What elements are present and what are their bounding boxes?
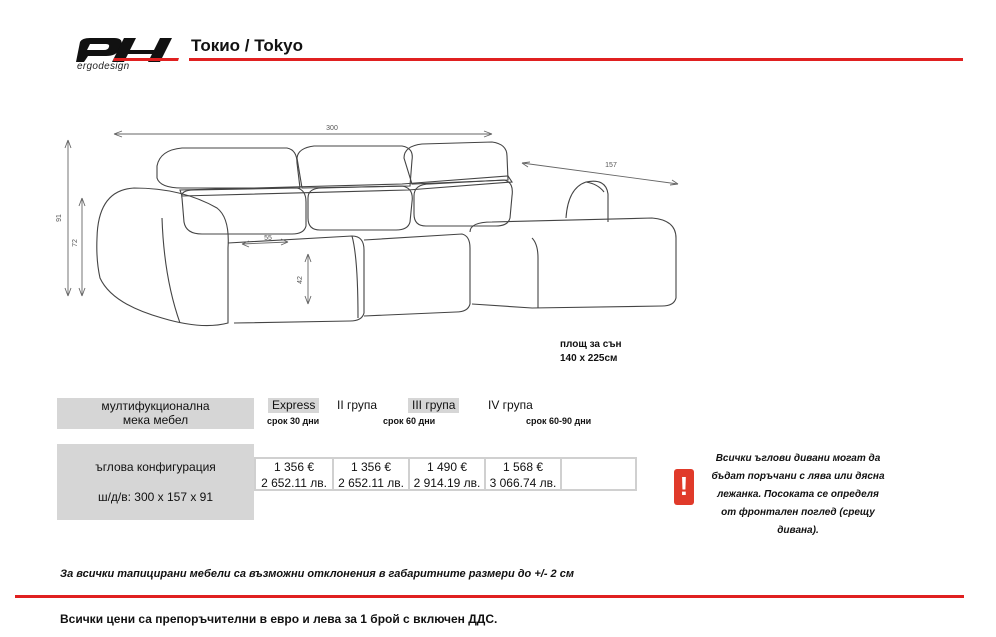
sleep-area [560, 338, 622, 366]
price-bgn: 3 066.74 лв. [489, 476, 557, 490]
notice-text: Всички ъглови дивани могат да бъдат поръчани с лява или дясна лежанка. Посоката се определя от фронтален поглед (срещу дивана). [711, 453, 885, 536]
sleep-area-label: площ за сън [560, 339, 622, 350]
price-table [254, 457, 637, 491]
group-express: Express [268, 398, 319, 413]
price-cell [410, 459, 486, 489]
price-cell [334, 459, 410, 489]
footer-divider [15, 595, 964, 598]
dim-back-height: 72 [72, 239, 79, 247]
price-eur: 1 356 € [273, 460, 315, 474]
price-bgn: 2 652.11 лв. [261, 476, 327, 490]
deviation-note: За всички тапицирани мебели са възможни отклонения в габаритните размери до +/- 2 см [60, 568, 574, 580]
dim-arm-width: 55 [264, 235, 272, 242]
group-3: III група [408, 398, 459, 413]
dim-height: 91 [56, 214, 63, 222]
price-cell [256, 459, 334, 489]
price-eur: 1 568 € [502, 460, 544, 474]
sleep-area-value: 140 x 225см [560, 353, 618, 364]
price-bgn: 2 914.19 лв. [413, 476, 481, 490]
config-box [57, 444, 254, 520]
brand-name: ergodesign [77, 61, 130, 72]
sofa-drawing [52, 118, 692, 333]
price-cell [486, 459, 562, 489]
term-express: срок 30 дни [267, 416, 320, 426]
term-group-2: срок 60 дни [383, 416, 436, 426]
dim-depth: 157 [605, 162, 617, 169]
header-divider [189, 58, 963, 61]
warning-icon: ! [674, 469, 694, 505]
config-label: ъглова конфигурация [95, 460, 216, 474]
category-label: мултифукционална мека мебел [101, 399, 210, 427]
price-eur: 1 356 € [350, 460, 392, 474]
price-bgn: 2 652.11 лв. [338, 476, 404, 490]
config-dims: ш/д/в: 300 х 157 х 91 [97, 490, 214, 504]
group-4: IV група [488, 398, 533, 412]
dim-width: 300 [326, 125, 338, 132]
group-2: II група [337, 398, 378, 412]
term-group-4: срок 60-90 дни [526, 416, 592, 426]
dim-seat-height: 42 [297, 276, 304, 284]
price-eur: 1 490 € [426, 460, 468, 474]
page-title: Токио / Tokyo [191, 36, 304, 55]
footer-note: Всички цени са препоръчителни в евро и лева за 1 брой с включен ДДС. [60, 612, 498, 626]
